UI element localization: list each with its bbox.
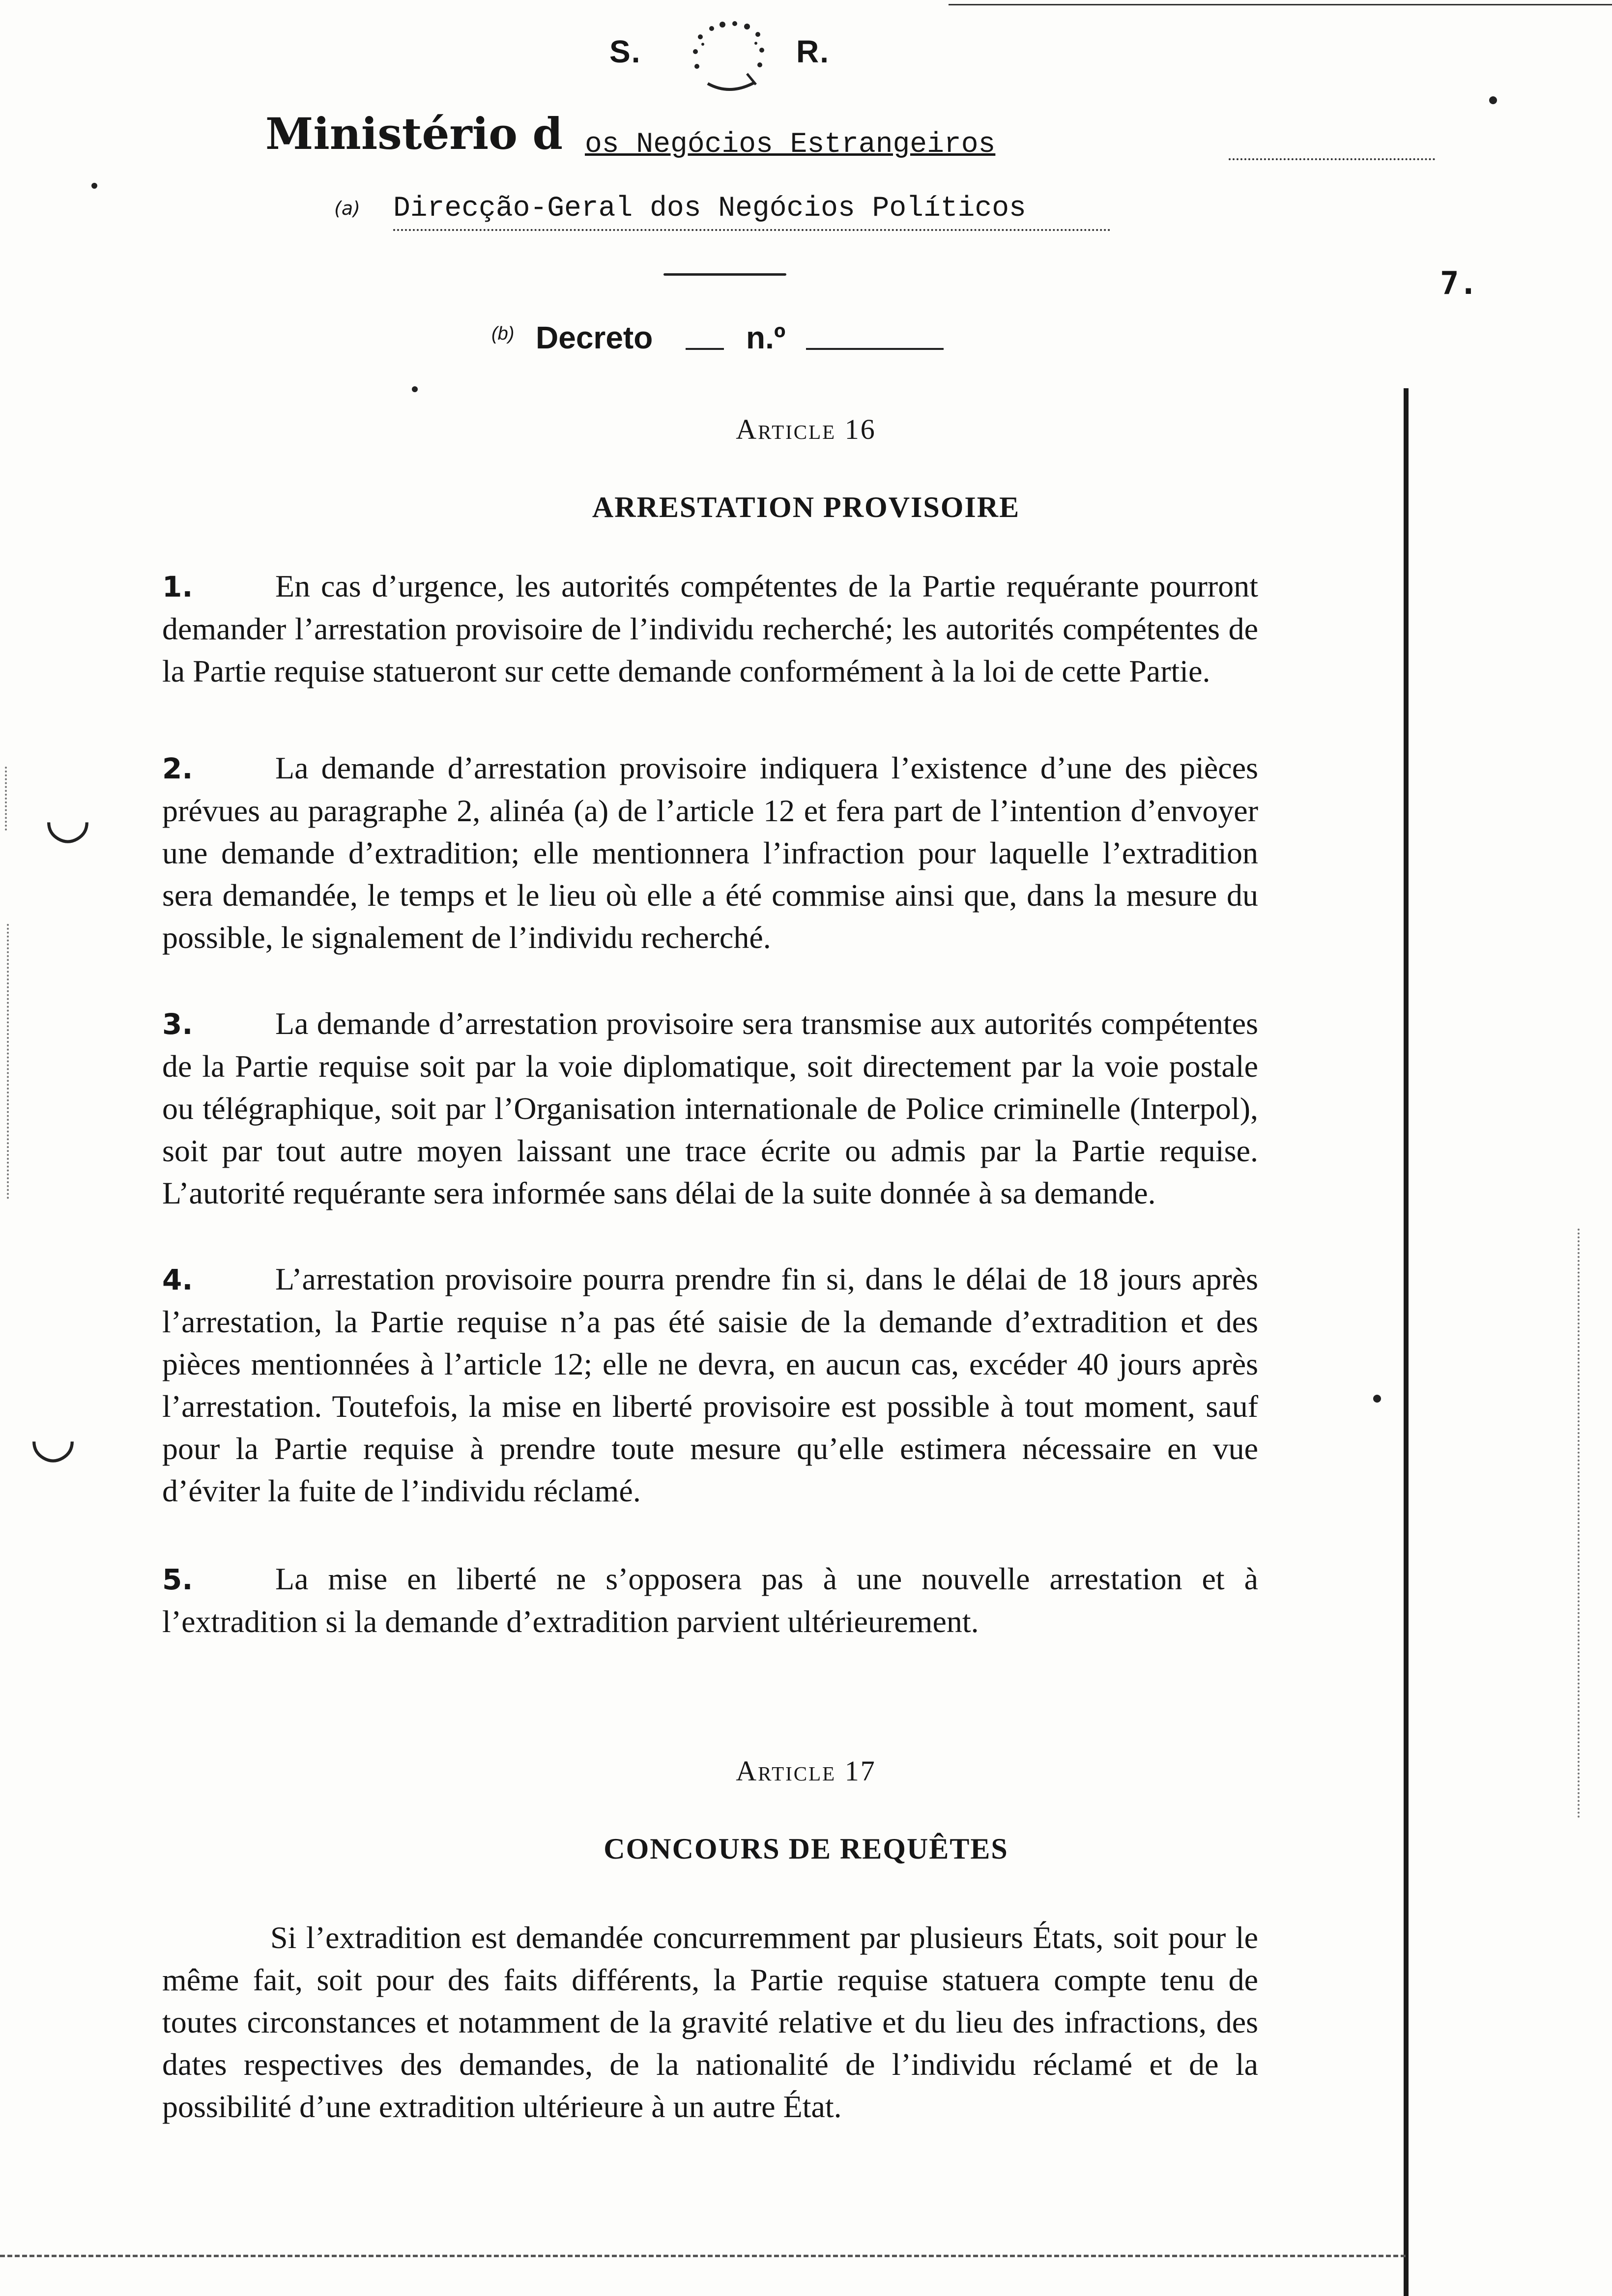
article-16-heading: ARRESTATION PROVISOIRE — [592, 491, 1020, 523]
direccao-name-typed: Direcção-Geral dos Negócios Políticos — [393, 193, 1026, 225]
ministry-line — [265, 103, 1180, 167]
paragraph-number: 4. — [162, 1263, 193, 1296]
decreto-line — [491, 315, 983, 364]
paragraph-text: En cas d’urgence, les autorités compétentes de la Partie requérante pourront demander l’arrestation provisoire de l’individu recherché; les autorités compétentes de la Partie requise statueront sur cette demande conformément à la loi de cette Partie. — [162, 569, 1258, 689]
punch-hole-mark: ◡ — [44, 786, 91, 849]
paragraph-text: L’arrestation provisoire pourra prendre fin si, dans le délai de 18 jours après l’arrestation, la Partie requise n’a pas été saisie de la demande d’extradition et des pièces mentionnées à l’article 12; elle ne devra, en aucun cas, excéder 40 jours après l’arrestation. Toutefois, la mise en liberté provisoire est possible à tout moment, sauf pour la Partie requise à prendre toute mesure qu’elle estimera nécessaire en vue d’éviter la fuite de l’individu réclamé. — [162, 1262, 1258, 1508]
scan-speck — [91, 183, 97, 189]
scan-edge-smudge — [1578, 1229, 1580, 1818]
decreto-label: Decreto — [536, 320, 653, 355]
paragraph-text: Si l’extradition est demandée concurremment par plusieurs États, soit pour le même fait, soit pour des faits différents, la Partie requise statuera compte tenu de toutes circonstances et notamment de la gravité relative et du lieu des infractions, des dates respectives des demandes, de la nationalité de l’individu réclamé et de la possibilité d’une extradition ultérieure à un autre État. — [162, 1920, 1258, 2124]
page-number: 7. — [1440, 265, 1478, 302]
scan-speck — [412, 386, 418, 392]
header-s-letter: S. — [609, 34, 641, 69]
paragraph-text: La mise en liberté ne s’opposera pas à une nouvelle arrestation et à l’extradition si la demande d’extradition parvient ultérieurement. — [162, 1561, 1258, 1639]
ministry-label: Ministério d — [265, 108, 563, 159]
article-17-title: Article 17 — [736, 1755, 876, 1787]
paragraph-text: La demande d’arrestation provisoire sera transmise aux autorités compétentes de la Partie requise soit par la voie diplomatique, soit directement par la voie postale ou télégraphique, soit par l’Organisation internationale de Police criminelle (Interpol), soit par tout autre moyen laissant une trace écrite ou admis par la Partie requise. L’autorité requérante sera informée sans délai de la suite donnée à sa demande. — [162, 1006, 1258, 1210]
republic-header — [609, 15, 865, 98]
article-17-heading: CONCOURS DE REQUÊTES — [604, 1833, 1008, 1865]
decreto-blank-short — [686, 348, 724, 350]
punch-hole-mark: ◡ — [29, 1406, 77, 1468]
paragraph-number: 2. — [162, 752, 193, 785]
article-16-paragraph-1 — [162, 565, 1258, 692]
article-16-paragraph-5 — [162, 1558, 1258, 1643]
direccao-footnote-mark: (a) — [334, 198, 360, 219]
header-r-letter: R. — [796, 34, 830, 69]
paragraph-text: La demande d’arrestation provisoire indiquera l’existence d’une des pièces prévues au paragraphe 2, alinéa (a) de l’article 12 et fera part de l’intention d’envoyer une demande d’extradition; elle mentionnera l’infraction pour laquelle l’extradition sera demandée, le temps et le lieu où elle a été commise ainsi que, dans la mesure du possible, le signalement de l’individu recherché. — [162, 750, 1258, 955]
scan-bottom-edge-line — [0, 2255, 1406, 2257]
scan-edge-smudge — [7, 924, 9, 1199]
direccao-dotted-line — [393, 229, 1111, 231]
scan-right-border — [1404, 388, 1409, 2296]
article-17-paragraph — [162, 1917, 1258, 2128]
scan-speck — [1373, 1395, 1381, 1403]
article-16-paragraph-4 — [162, 1258, 1258, 1512]
paragraph-number: 1. — [162, 570, 193, 603]
scan-top-edge-line — [949, 4, 1612, 5]
article-16-title: Article 16 — [736, 413, 876, 445]
coat-of-arms-icon — [673, 15, 786, 98]
decreto-blank-long — [806, 348, 944, 350]
ministry-dotted-line — [1229, 158, 1435, 160]
paragraph-number: 3. — [162, 1007, 193, 1041]
paragraph-number: 5. — [162, 1563, 193, 1596]
decreto-number-label: n.º — [746, 320, 786, 355]
ministry-name-typed: os Negócios Estrangeiros — [585, 129, 996, 161]
decreto-footnote-mark: (b) — [491, 323, 515, 344]
direccao-line — [334, 187, 1111, 236]
scan-speck — [1489, 96, 1497, 104]
header-separator-rule — [663, 273, 786, 276]
article-16-paragraph-3 — [162, 1003, 1258, 1214]
article-16-paragraph-2 — [162, 747, 1258, 959]
scan-edge-smudge — [5, 767, 7, 831]
